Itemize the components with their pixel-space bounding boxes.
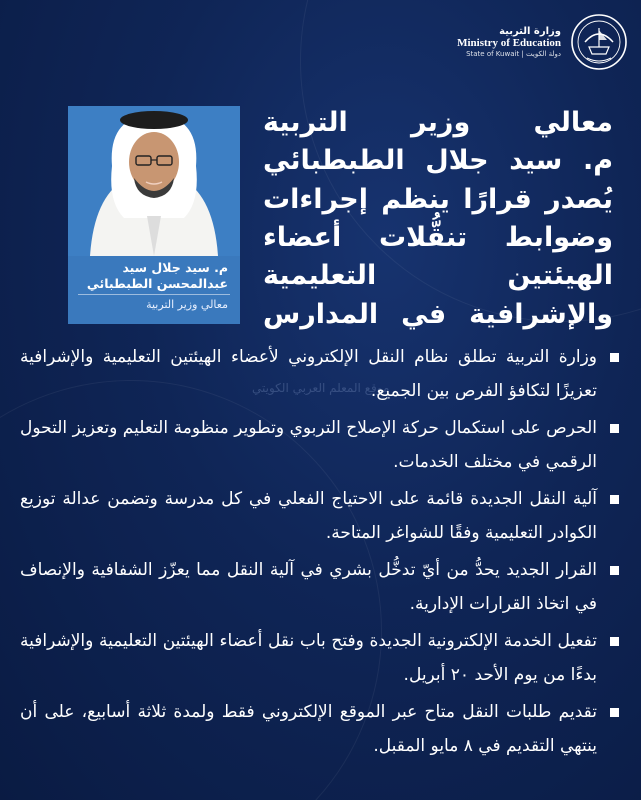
headline-line: الهيئتين التعليمية [263, 260, 613, 292]
bullet-item [20, 482, 621, 550]
ministry-name-en: Ministry of Education [457, 37, 561, 50]
ministry-subline: State of Kuwait | دولة الكويت [466, 50, 561, 59]
bullet-square-icon [610, 708, 619, 717]
minister-title: معالي وزير التربية [146, 298, 228, 311]
headline-line: معالي وزير التربية [263, 107, 613, 138]
bullet-item [20, 340, 621, 408]
bullet-square-icon [610, 637, 619, 646]
bullet-text: القرار الجديد يحدُّ من أيّ تدخُّل بشري في آلية النقل مما يعزّز الشفافية والإنصاف في اتخاذ القرارات الإدارية. [20, 560, 597, 614]
headline-line: والإشرافية في المدارس [263, 298, 613, 330]
divider [78, 294, 230, 295]
bullet-text: آلية النقل الجديدة قائمة على الاحتياج الفعلي في كل مدرسة وتضمن عدالة توزيع الكوادر التعليمية وفقًا للشواغر المتاحة. [20, 489, 597, 543]
ministry-header [457, 12, 629, 72]
bullet-item [20, 695, 621, 763]
headline [263, 104, 613, 334]
bullet-item [20, 624, 621, 692]
ministry-name-ar: وزارة التربية [499, 25, 561, 37]
bullet-square-icon [610, 495, 619, 504]
minister-photo-card [68, 106, 240, 324]
bullet-item [20, 553, 621, 621]
bullet-square-icon [610, 566, 619, 575]
bullet-text: وزارة التربية تطلق نظام النقل الإلكتروني لأعضاء الهيئتين التعليمية والإشرافية تعزيزًا لتكافؤ الفرص بين الجميع. [20, 347, 597, 401]
headline-line: يُصدر قرارًا ينظم إجراءات [263, 183, 613, 215]
watermark-text: موقع المعلم العربي الكويتي [252, 381, 390, 395]
bullet-list [20, 340, 621, 766]
bullet-square-icon [610, 353, 619, 362]
minister-name: م. سيد جلال سيد عبدالمحسن الطبطبائي [86, 260, 228, 292]
headline-line: م. سيد جلال الطبطبائي [263, 145, 613, 177]
bullet-square-icon [610, 424, 619, 433]
bullet-text: الحرص على استكمال حركة الإصلاح التربوي وتطوير منظومة التعليم وتعزيز التحول الرقمي في مختلف الخدمات. [20, 418, 597, 472]
bullet-text: تفعيل الخدمة الإلكترونية الجديدة وفتح باب نقل أعضاء الهيئتين التعليمية والإشرافية بدءًا من يوم الأحد ٢٠ أبريل. [20, 631, 597, 685]
ministry-text [457, 26, 561, 58]
kuwait-emblem-icon [569, 12, 629, 72]
bullet-text: تقديم طلبات النقل متاح عبر الموقع الإلكتروني فقط ولمدة ثلاثة أسابيع، على أن ينتهي التقديم في ٨ مايو المقبل. [20, 702, 597, 756]
headline-line: وضوابط تنقُّلات أعضاء [263, 221, 613, 253]
minister-portrait [68, 106, 240, 256]
bullet-item [20, 411, 621, 479]
